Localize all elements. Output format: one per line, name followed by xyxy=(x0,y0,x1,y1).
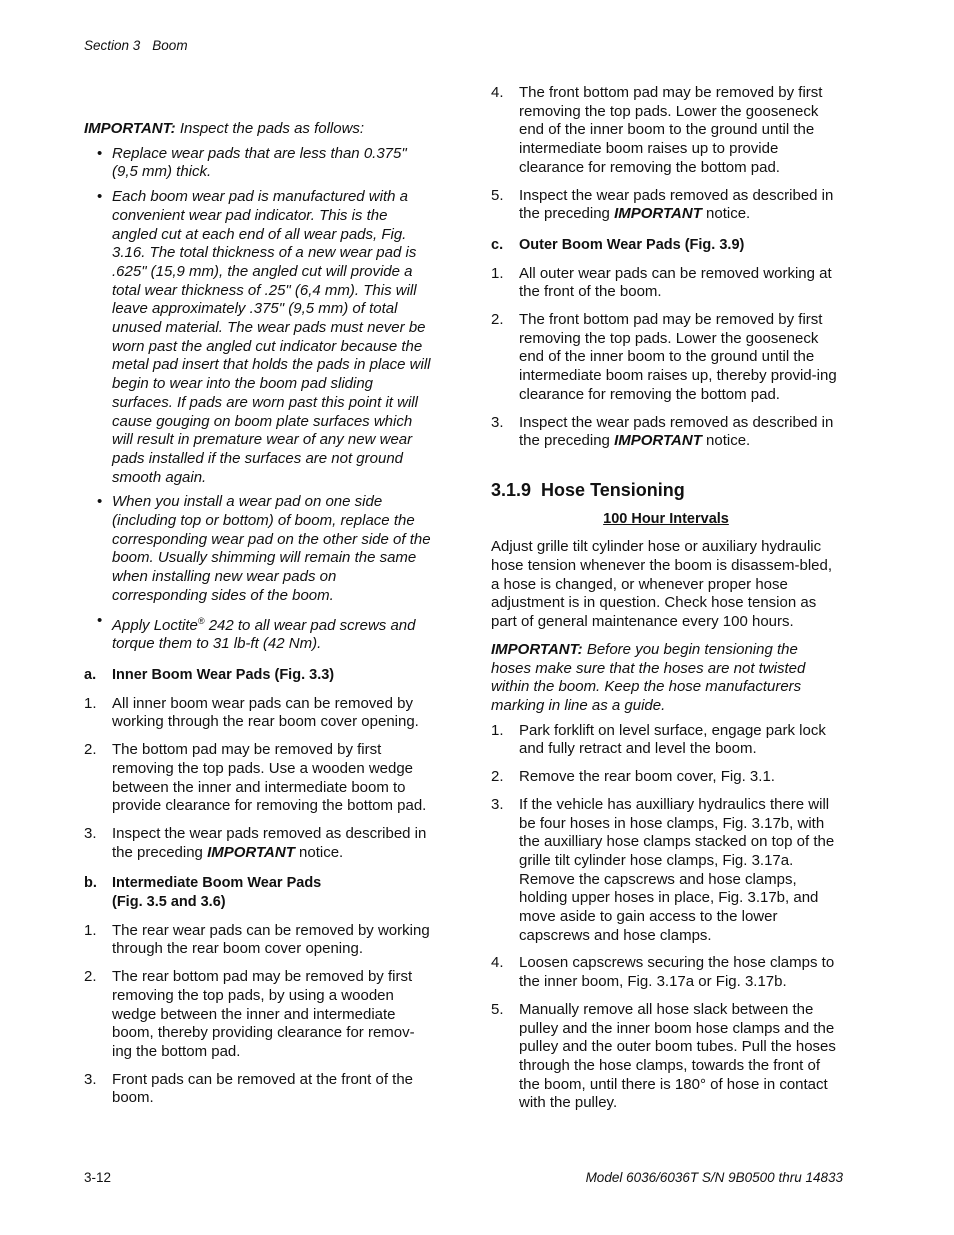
model-info: Model 6036/6036T S/N 9B0500 thru 14833 xyxy=(585,1170,843,1185)
step-text: Park forklift on level surface, engage park lock and fully retract and level the boom. xyxy=(519,721,826,758)
bullet-item: • Each boom wear pad is manufactured with a convenient wear pad indicator. This is the angled cut at each end of all wear pads, Fig. 3.16. The total thickness of a new wear pad is .625" (15,9 mm), the angled cut will provide a total wear thickness of .25" (6,4 mm). This will leave approximately .375" (9,5 mm) of total unused material. The wear pads must never be worn past the angled cut indicator because the metal pad insert that holds the pads in place will begin to wear into the boom pad sliding surfaces. If pads are worn past this point it will cause gouging on boom plate surfaces which will result in premature wear of any new wear pads installed if the surfaces are not ground smooth again. xyxy=(112,188,434,487)
step-item xyxy=(84,922,434,959)
important-text: Before you begin tensioning the hoses make sure that the hoses are not twisted within the boom. Keep the hose manufacturers marking in line as a guide. xyxy=(491,640,806,714)
important-note xyxy=(491,641,841,716)
subheading-title-line2: (Fig. 3.5 and 3.6) xyxy=(112,894,226,911)
step-text: The bottom pad may be removed by first removing the top pads. Use a wooden wedge between the inner and intermediate boom to provide clearance for removing the bottom pad. xyxy=(112,741,427,815)
outer-boom-steps xyxy=(491,265,841,451)
step-number: 5. xyxy=(491,186,504,204)
subheading-label: c. xyxy=(491,236,504,253)
step-number: 2. xyxy=(84,968,97,986)
step-item xyxy=(491,265,841,302)
step-number: 1. xyxy=(491,721,504,739)
step-text: The rear bottom pad may be removed by first removing the top pads, by using a wooden wedge between the inner and intermediate boom, thereby providing clearance for remov-ing the bottom pad. xyxy=(112,968,415,1060)
step-text: Loosen capscrews securing the hose clamps to the inner boom, Fig. 3.17a or Fig. 3.17b. xyxy=(519,954,835,991)
step-item xyxy=(491,1001,841,1113)
step-item xyxy=(491,187,841,224)
step-number: 2. xyxy=(491,311,504,329)
subheading-title: Outer Boom Wear Pads (Fig. 3.9) xyxy=(519,236,745,253)
step-number: 3. xyxy=(491,795,504,813)
subheading-title-line1: Intermediate Boom Wear Pads xyxy=(112,875,322,892)
step-text-pre: Inspect the wear pads removed as described in the preceding xyxy=(519,186,834,223)
bullet-item: • When you install a wear pad on one side (including top or bottom) of boom, replace the corresponding wear pad on the other side of the boom. Usually shimming will remain the same when installing new wear pads on corresponding sides of the boom. xyxy=(112,493,434,605)
section-title: Hose Tensioning xyxy=(541,479,685,500)
registered-mark: ® xyxy=(197,615,205,626)
step-number: 1. xyxy=(84,694,97,712)
step-text-pre: Inspect the wear pads removed as described in the preceding xyxy=(112,824,427,861)
right-column xyxy=(491,84,841,1122)
step-text xyxy=(112,825,434,862)
step-item xyxy=(491,796,841,946)
step-text-pre: Inspect the wear pads removed as described in the preceding xyxy=(519,413,834,450)
step-number: 2. xyxy=(491,768,504,786)
intermediate-boom-steps xyxy=(84,922,434,1108)
step-item xyxy=(491,84,841,178)
subheading-title xyxy=(112,874,321,911)
important-note xyxy=(84,120,434,139)
step-item xyxy=(491,954,841,991)
step-number: 4. xyxy=(491,954,504,972)
left-column xyxy=(84,120,434,1117)
step-number: 3. xyxy=(84,1070,97,1088)
section-heading xyxy=(491,481,841,500)
hose-tensioning-steps xyxy=(491,722,841,1113)
loctite-post: 242 to all wear pad screws and torque them to 31 lb-ft (42 Nm). xyxy=(112,616,416,653)
step-text: If the vehicle has auxilliary hydraulics there will be four hoses in hose clamps, Fig. 3.17b, with the auxilliary hose clamps stacked on top of the grille tilt cylinder hose clamps, Fig. 3.17a. Remove the capscrews and hose clamps, holding upper hoses in place, Fig. 3.17b, and move aside to gain access to the lower capscrews and hose clamps. xyxy=(519,795,835,944)
step-text: The front bottom pad may be removed by first removing the top pads. Lower the gooseneck end of the inner boom to the ground until the intermediate boom raises up, thereby provid-ing clearance for removing the bottom pad. xyxy=(519,311,837,403)
subheading-label: a. xyxy=(84,666,97,683)
interval-heading: 100 Hour Intervals xyxy=(603,510,729,527)
step-item xyxy=(84,695,434,732)
step-item xyxy=(84,741,434,816)
bullet-item-loctite xyxy=(112,612,434,654)
header-topic: Boom xyxy=(152,38,188,53)
step-item xyxy=(491,414,841,451)
step-number: 4. xyxy=(491,84,504,101)
important-ref: IMPORTANT xyxy=(614,205,702,223)
step-item xyxy=(84,968,434,1062)
step-text: Remove the rear boom cover, Fig. 3.1. xyxy=(519,768,775,786)
subheading-title: Inner Boom Wear Pads (Fig. 3.3) xyxy=(112,666,335,683)
step-number: 1. xyxy=(491,264,504,282)
subheading-intermediate-boom xyxy=(84,874,434,911)
page-number: 3-12 xyxy=(84,1170,112,1185)
inner-boom-steps xyxy=(84,695,434,863)
step-item xyxy=(491,722,841,759)
step-text xyxy=(519,414,841,451)
step-number: 1. xyxy=(84,921,97,939)
section-number: 3.1.9 xyxy=(491,479,532,500)
step-number: 5. xyxy=(491,1000,504,1018)
step-text-post: notice. xyxy=(294,843,344,861)
step-number: 2. xyxy=(84,741,97,759)
step-text xyxy=(519,187,841,224)
step-text: All inner boom wear pads can be removed by working through the rear boom cover opening. xyxy=(112,694,419,731)
subheading-outer-boom xyxy=(491,236,841,255)
important-label: IMPORTANT: xyxy=(84,120,176,137)
step-text: Front pads can be removed at the front of the boom. xyxy=(112,1070,414,1107)
step-text-post: notice. xyxy=(701,432,751,450)
step-text: All outer wear pads can be removed working at the front of the boom. xyxy=(519,264,832,301)
intro-paragraph: Adjust grille tilt cylinder hose or auxiliary hydraulic hose tension whenever the boom is disassem-bled, a hose is changed, or whenever proper hose adjustment is in question. Check hose tension as part of general maintenance every 100 hours. xyxy=(491,538,833,631)
running-header xyxy=(84,38,188,53)
important-ref: IMPORTANT xyxy=(207,843,295,861)
step-text: The front bottom pad may be removed by first removing the top pads. Lower the gooseneck end of the inner boom to the ground until the intermediate boom raises up to provide clearance for removing the bottom pad. xyxy=(519,84,823,176)
step-text: The rear wear pads can be removed by working through the rear boom cover opening. xyxy=(112,921,430,958)
step-text-post: notice. xyxy=(701,205,751,223)
loctite-pre: Apply Loctite xyxy=(112,616,198,634)
step-number: 3. xyxy=(491,413,504,431)
step-number: 3. xyxy=(84,824,97,842)
step-text: Manually remove all hose slack between the pulley and the inner boom hose clamps and the pulley and the outer boom tubes. Pull the hoses through the hose clamps, towards the front of the boom, until there is 180° of hose in contact with the pulley. xyxy=(519,1000,836,1112)
step-item xyxy=(491,768,841,787)
important-text: Inspect the pads as follows: xyxy=(179,120,365,137)
step-item xyxy=(84,825,434,862)
bullet-item: • Replace wear pads that are less than 0.375" (9,5 mm) thick. xyxy=(112,145,434,182)
subheading-inner-boom xyxy=(84,666,434,685)
important-label: IMPORTANT: xyxy=(491,640,583,658)
important-ref: IMPORTANT xyxy=(614,432,702,450)
inspection-bullets xyxy=(84,145,434,654)
intermediate-boom-steps-continued xyxy=(491,84,841,224)
step-item xyxy=(491,311,841,405)
subheading-label: b. xyxy=(84,875,97,892)
step-item xyxy=(84,1071,434,1108)
header-section: Section 3 xyxy=(84,38,141,53)
